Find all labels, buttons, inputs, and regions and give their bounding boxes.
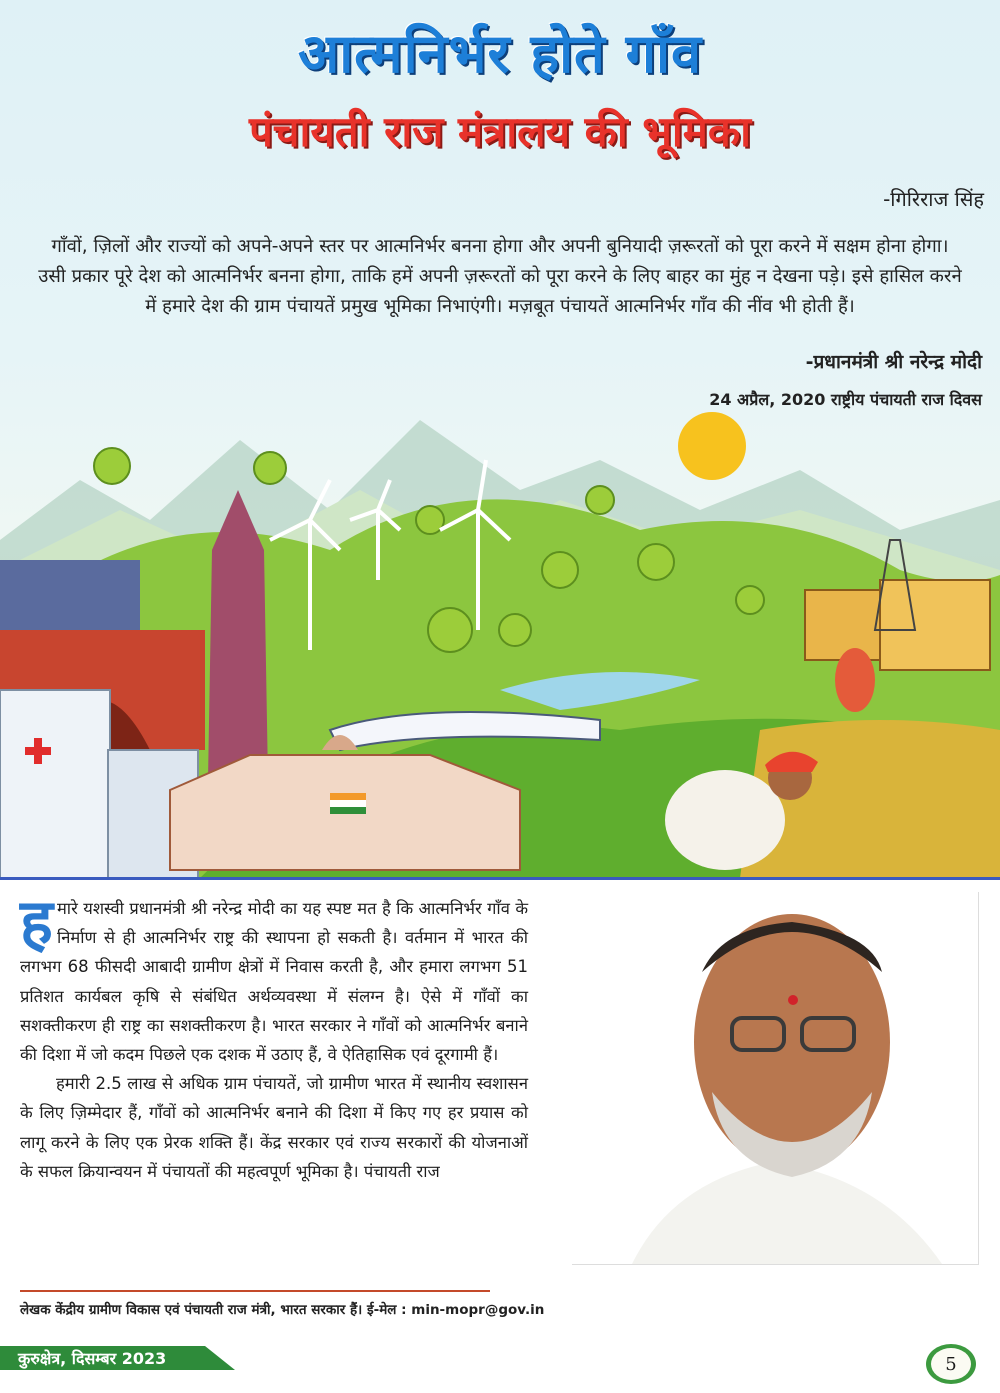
house-2	[880, 580, 990, 670]
farmer-body	[665, 770, 785, 870]
hospital	[0, 690, 110, 878]
quote-date: 24 अप्रैल, 2020 राष्ट्रीय पंचायती राज दिवस	[709, 390, 982, 409]
sun	[678, 412, 746, 480]
author-photo	[572, 892, 979, 1265]
woman-figure	[835, 648, 875, 712]
author-tilak	[788, 995, 798, 1005]
author-footnote: लेखक केंद्रीय ग्रामीण विकास एवं पंचायती राज मंत्री, भारत सरकार हैं। ई-मेल : min-mopr@gov.in	[20, 1302, 545, 1318]
magazine-issue: कुरुक्षेत्र, दिसम्बर 2023	[18, 1349, 167, 1368]
hospital-cross-h	[25, 747, 51, 755]
indian-flag-white	[330, 800, 366, 807]
page-number-badge	[926, 1344, 976, 1384]
page-subtitle: पंचायती राज मंत्रालय की भूमिका	[248, 107, 752, 156]
article-paragraph-1	[20, 885, 528, 1069]
indian-flag-green	[330, 807, 366, 814]
section-divider	[0, 877, 1000, 880]
page-number: 5	[931, 1348, 971, 1380]
house-1	[805, 590, 885, 660]
author-name: -गिरिराज सिंह	[883, 187, 984, 211]
article-paragraph-2: हमारी 2.5 लाख से अधिक ग्राम पंचायतें, जो ग्रामीण भारत में स्थानीय स्वशासन के लिए ज़िम्मेदार हैं, गाँवों को आत्मनिर्भर बनाने की दिशा में किए गए हर प्रयास को लागू करने के लिए एक प्रेरक शक्ति हैं। केंद्र सरकार एवं राज्य सरकारों की योजनाओं के सफल क्रियान्वयन में पंचायतों की महत्वपूर्ण भूमिका है। पंचायती राज	[20, 1074, 528, 1181]
footnote-rule	[20, 1290, 490, 1292]
article-body	[20, 885, 528, 1186]
article-paragraph-1-text: मारे यशस्वी प्रधानमंत्री श्री नरेन्द्र मोदी का यह स्पष्ट मत है कि आत्मनिर्भर गाँव के निर्माण से ही आत्मनिर्भर राष्ट्र की स्थापना हो सकती है। वर्तमान में भारत की लगभग 68 फीसदी आबादी ग्रामीण क्षेत्रों में निवास करती है, और हमारा लगभग 51 प्रतिशत कार्यबल कृषि से संबंधित अर्थव्यवस्था में संलग्न है। ऐसे में गाँवों का सशक्तीकरण ही राष्ट्र का सशक्तीकरण है। भारत सरकार ने गाँवों को आत्मनिर्भर बनाने की दिशा में जो कदम पिछले एक दशक में उठाए हैं, वे ऐतिहासिक एवं दूरगामी हैं।	[20, 899, 528, 1065]
pm-quote: गाँवों, ज़िलों और राज्यों को अपने-अपने स्तर पर आत्मनिर्भर बनना होगा और अपनी बुनियादी ज़रूरतों को पूरा करने में सक्षम होना होगा। उसी प्रकार पूरे देश को आत्मनिर्भर बनना होगा, ताकि हमें अपनी ज़रूरतों को पूरा करने के लिए बाहर का मुंह न देखना पड़े। इसे हासिल करने में हमारे देश की ग्राम पंचायतें प्रमुख भूमिका निभाएंगी। मज़बूत पंचायतें आत्मनिर्भर गाँव की नींव भी होती हैं।	[38, 236, 962, 317]
village-illustration	[0, 400, 1000, 878]
indian-flag-saffron	[330, 793, 366, 800]
drop-cap: ह	[20, 885, 53, 958]
page-title: आत्मनिर्भर होते गाँव	[297, 22, 703, 85]
quote-attribution: -प्रधानमंत्री श्री नरेन्द्र मोदी	[805, 351, 982, 373]
